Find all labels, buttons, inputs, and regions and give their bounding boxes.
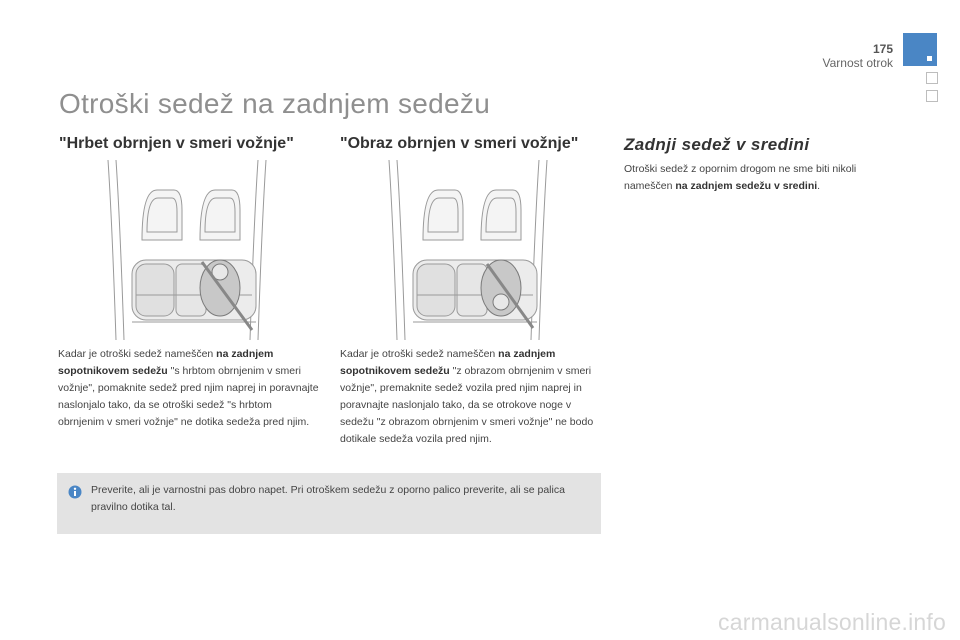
chapter-box-1[interactable] — [926, 72, 938, 84]
rear-facing-heading: "Hrbet obrnjen v smeri vožnje" — [59, 135, 294, 152]
forward-facing-seat-diagram — [383, 160, 553, 340]
chapter-box-2[interactable] — [926, 90, 938, 102]
info-note — [57, 473, 601, 534]
chapter-tab[interactable] — [903, 33, 937, 66]
page-title: Otroški sedež na zadnjem sedežu — [59, 88, 491, 119]
note-text: Preverite, ali je varnostni pas dobro napet. Pri otroškem sedežu z oporno palico preverite, ali se palica pravilno dotika tal. — [91, 484, 565, 513]
rear-facing-text: Kadar je otroški sedež nameščen na zadnjem sopotnikovem sedežu "s hrbtom obrnjenim v smeri vožnje", pomaknite sedež pred njim naprej in poravnajte naslonjalo tako, da se otroški sedež "s hrbtom obrnjenim v smeri vožnje" ne dotika sedeža pred njim. — [58, 348, 319, 428]
section-title: Varnost otrok — [822, 56, 893, 70]
center-seat-heading: Zadnji sedež v sredini — [624, 135, 810, 154]
center-seat-text: Otroški sedež z opornim drogom ne sme biti nikoli nameščen na zadnjem sedežu v sredini. — [624, 163, 857, 192]
forward-facing-heading: "Obraz obrnjen v smeri vožnje" — [340, 135, 579, 152]
forward-facing-text: Kadar je otroški sedež nameščen na zadnjem sopotnikovem sedežu "z obrazom obrnjenim v smeri vožnje", premaknite sedež vozila pred njim naprej in poravnajte naslonjalo tako, da se otrokove noge v sedežu "z obrazom obrnjenim v smeri vožnje" ne bodo dotikale sedeža vozila pred njim. — [340, 348, 594, 445]
tab-marker — [927, 56, 932, 61]
page-number: 175 — [872, 42, 893, 56]
info-icon — [68, 485, 82, 499]
watermark: carmanualsonline.info — [718, 609, 946, 635]
rear-facing-seat-diagram — [102, 160, 272, 340]
